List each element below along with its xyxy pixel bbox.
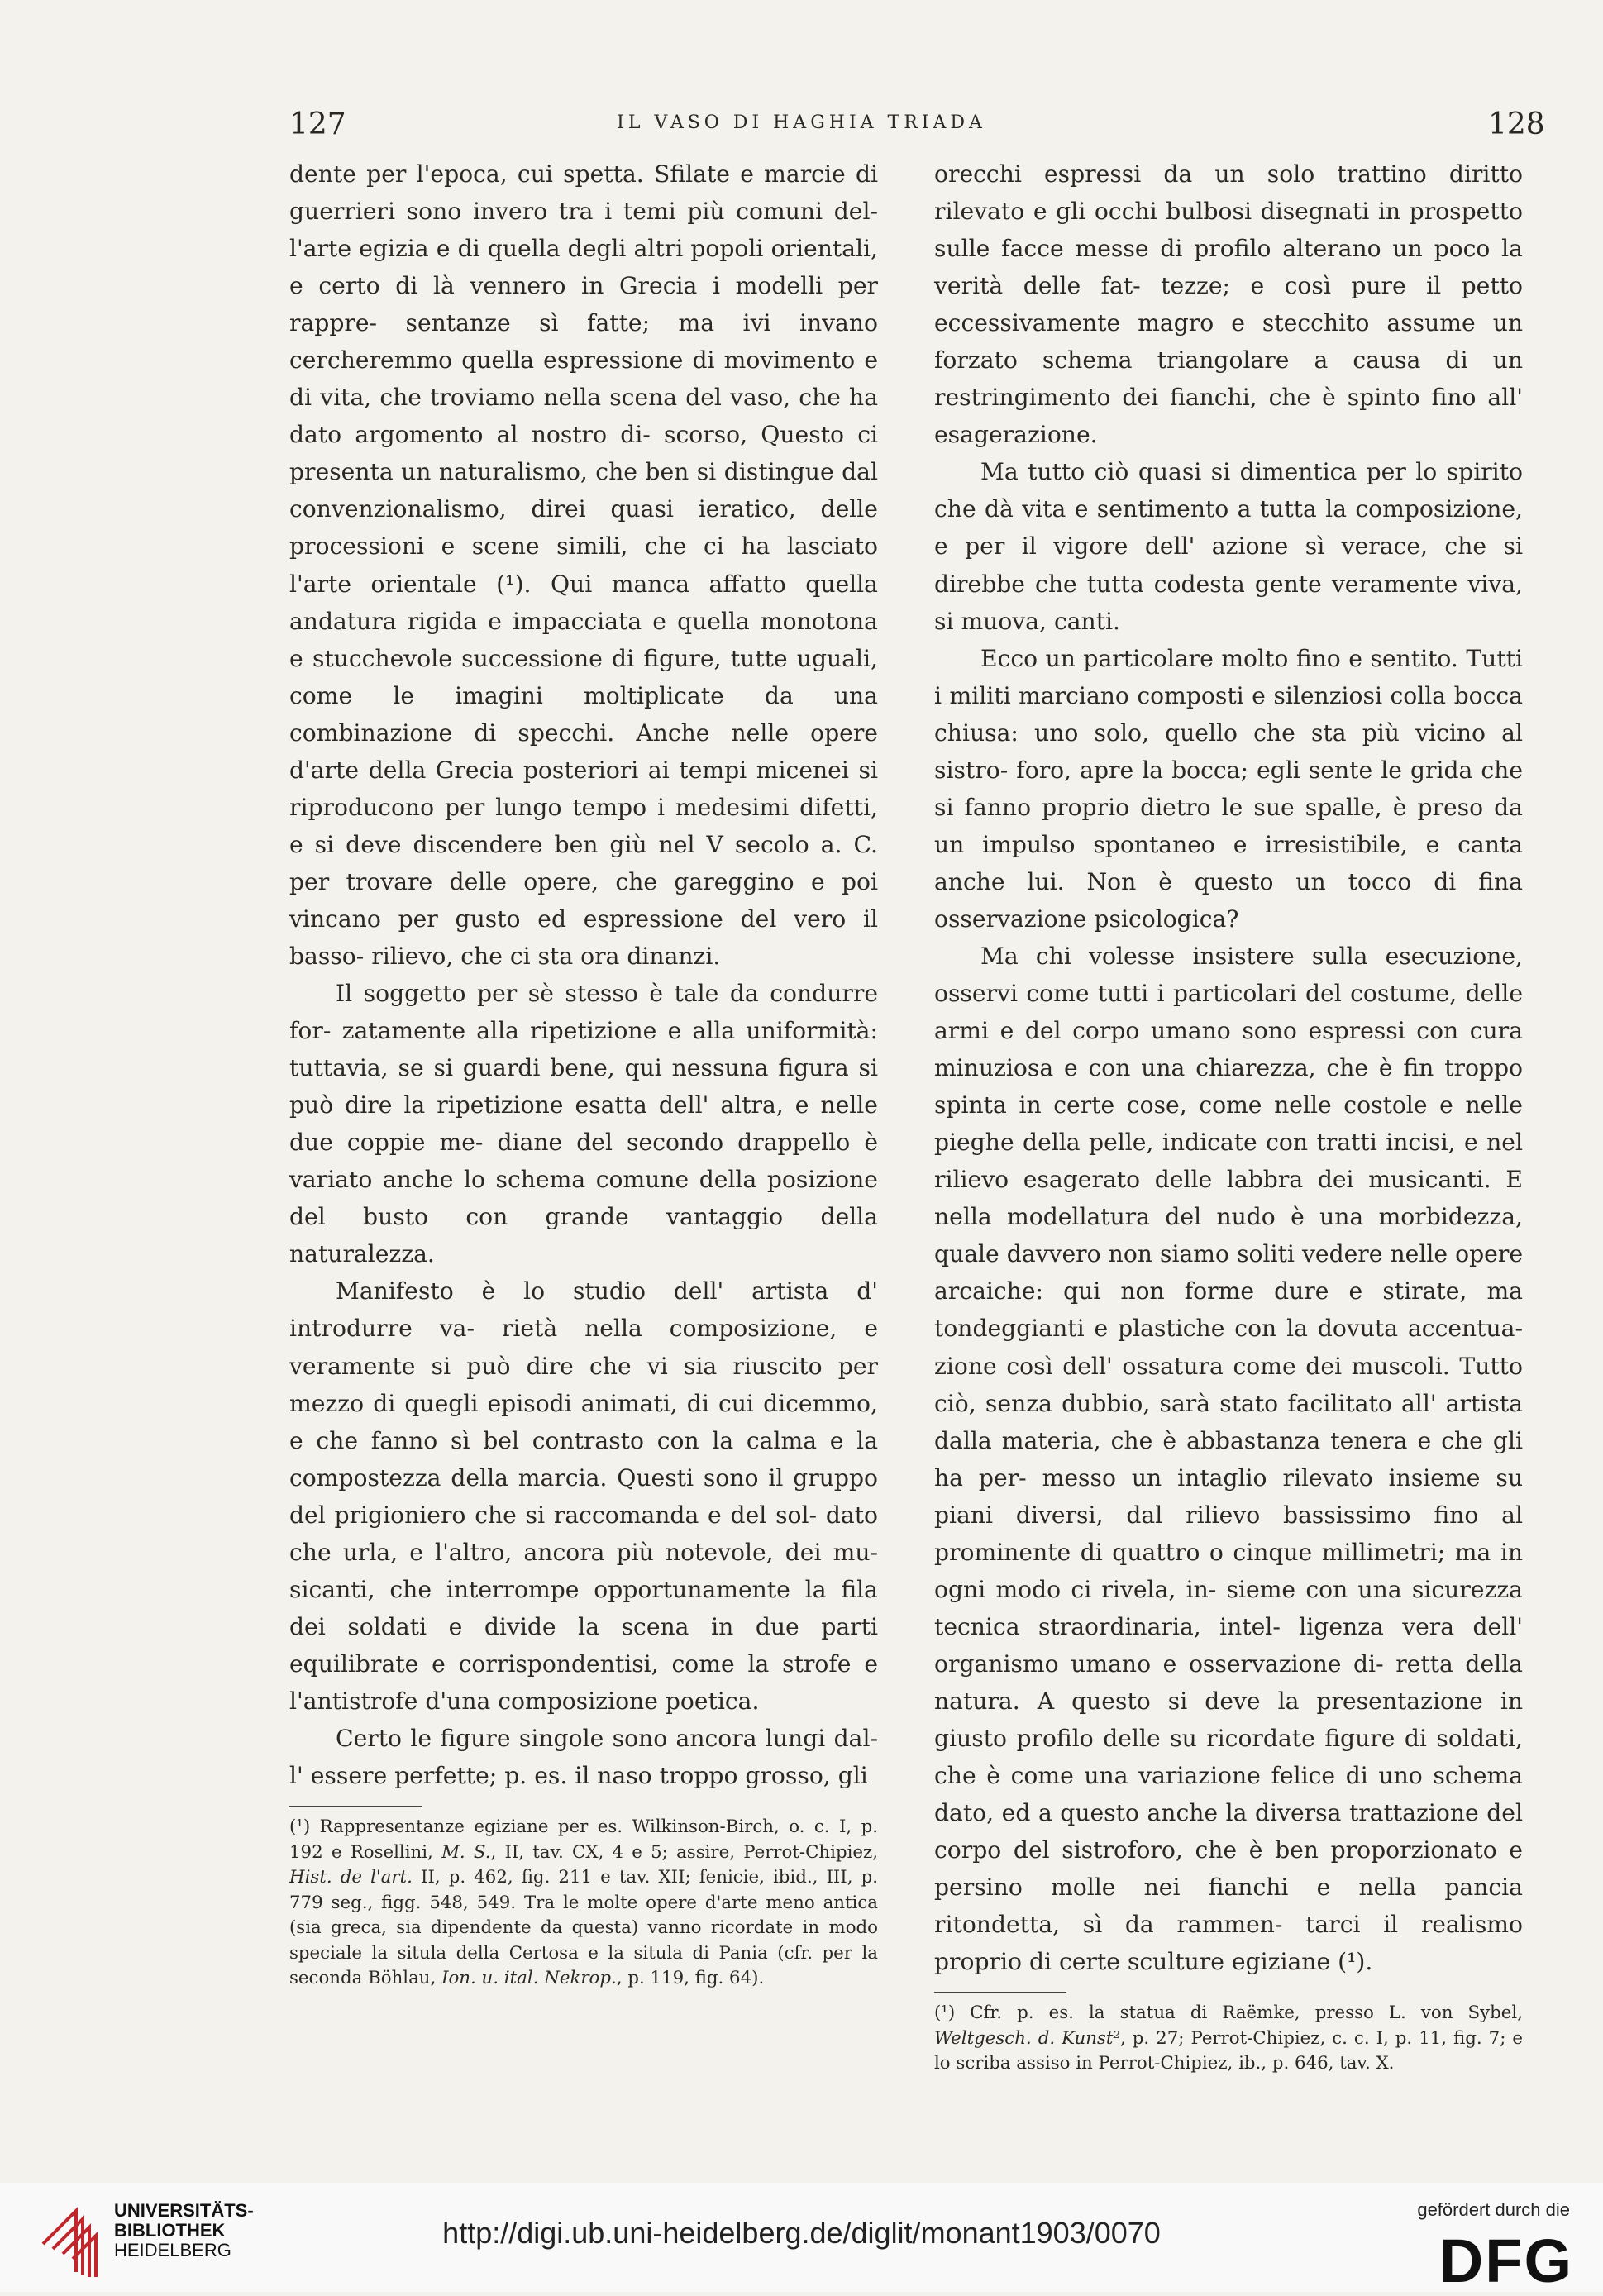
footnote: (¹) Cfr. p. es. la statua di Raëmke, presso L. von Sybel, Weltgesch. d. Kunst², p. 27; Perrot-Chipiez, c. c. I, p. 11, fig. 7; e lo scriba assiso in Perrot-Chipiez, ib., p. 646, tav. X. [934,2002,1523,2074]
paragraph: Il soggetto per sè stesso è tale da condurre for- zatamente alla ripetizione e alla uniformità: tuttavia, se si guardi bene, qui nessuna figura si può dire la ripetizione esatta dell' altra, e nelle due coppie me- diane del secondo drappello è variato anche lo schema comune della posizione del busto con grande vantaggio della naturalezza. [289,980,878,1268]
footnote: (¹) Rappresentanze egiziane per es. Wilkinson-Birch, o. c. I, p. 192 e Rosellini, M. S., II, tav. CX, 4 e 5; assire, Perrot-Chipiez, Hist. de l'art. II, p. 462, fig. 211 e tav. XII; fenicie, ibid., III, p. 779 seg., figg. 548, 549. Tra le molte opere d'arte meno antica (sia greca, sia dipendente da questa) vanno ricordate in modo speciale la situla della Certosa e la situla di Pania (cfr. per la seconda Böhlau, Ion. u. ital. Nekrop., p. 119, fig. 64). [289,1816,878,1989]
footer-bar [0,2183,1603,2295]
running-title: IL VASO DI HAGHIA TRIADA [617,112,986,133]
footnote-divider [934,1992,1066,1993]
paragraph: Ecco un particolare molto fino e sentito. Tutti i militi marciano composti e silenziosi colla bocca chiusa: uno solo, quello che sta più vicino al sistro- foro, apre la bocca; egli sente le grida che si fanno proprio dietro le sue spalle, è preso da un impulso spontaneo e irresistibile, e canta anche lui. Non è questo un tocco di fina osservazione psicologica? [934,644,1523,933]
paragraph: dente per l'epoca, cui spetta. Sfilate e marcie di guerrieri sono invero tra i temi più comuni del- l'arte egizia e di quella degli altri popoli orientali, e certo di là vennero in Grecia i modelli per rappre- sentanze sì fatte; ma ivi invano cercheremmo quella espressione di movimento e di vita, che troviamo nella scena del vaso, che ha dato argomento al nostro di- scorso, Questo ci presenta un naturalismo, che ben si distingue dal convenzionalismo, direi quasi ieratico, delle processioni e scene simili, che ci ha lasciato l'arte orientale (¹). Qui manca affatto quella andatura rigida e impacciata e quella monotona e stucchevole successione di figure, tutte uguali, come le imagini moltiplicate da una combinazione di specchi. Anche nelle opere d'arte della Grecia posteriori ai tempi micenei si riproducono per lungo tempo i medesimi difetti, e si deve discendere ben giù nel V secolo a. C. per trovare delle opere, che gareggino e poi vincano per gusto ed espressione del vero il basso- rilievo, che ci sta ora dinanzi. [289,160,878,970]
right-body-text [934,155,1523,1980]
paragraph: Manifesto è lo studio dell' artista d' introdurre va- rietà nella composizione, e veramente si può dire che vi sia riuscito per mezzo di quegli episodi animati, di cui dicemmo, e che fanno sì bel contrasto con la calma e la compostezza della marcia. Questi sono il gruppo del prigioniero che si raccomanda e del sol- dato che urla, e l'altro, ancora più notevole, dei mu- sicanti, che interrompe opportunamente la fila dei soldati e divide la scena in due parti equilibrate e corrispondentisi, come la strofe e l'antistrofe d'una composizione poetica. [289,1277,878,1715]
paragraph: Certo le figure singole sono ancora lungi dal- l' essere perfette; p. es. il naso troppo grosso, gli [289,1724,878,1790]
left-column [289,155,878,1992]
page-number-right: 128 [1488,107,1545,141]
running-header [0,99,1603,149]
paragraph: orecchi espressi da un solo trattino diritto rilevato e gli occhi bulbosi disegnati in prospetto sulle facce messe di profilo alterano un poco la verità delle fat- tezze; e così pure il petto eccessivamente magro e stecchito assume un forzato schema triangolare a causa di un restringimento dei fianchi, che è spinto fino all' esagerazione. [934,160,1523,449]
institution-name: UNIVERSITÄTS- BIBLIOTHEK HEIDELBERG [114,2200,254,2260]
right-column [934,155,1523,2077]
paragraph: Ma chi volesse insistere sulla esecuzione, osservi come tutti i particolari del costume, delle armi e del corpo umano sono espressi con cura minuziosa e con una chiarezza, che è fin troppo spinta in certe cose, come nelle costole e nelle pieghe della pelle, indicate con tratti incisi, e nel rilievo esagerato delle labbra dei musicanti. E nella modellatura del nudo è una morbidezza, quale davvero non siamo soliti vedere nelle opere arcaiche: qui non forme dure e stirate, ma tondeggianti e plastiche con la dovuta accentua- zione così dell' ossatura come dei muscoli. Tutto ciò, senza dubbio, sarà stato facilitato all' artista dalla materia, che è abbastanza tenera e che gli ha per- messo un intaglio rilevato insieme su piani diversi, dal rilievo bassissimo fino al prominente di quattro o cinque millimetri; ma in ogni modo ci rivela, in- sieme con una sicurezza tecnica straordinaria, intel- ligenza vera dell' organismo umano e osservazione di- retta della natura. A questo si deve la presentazione in giusto profilo delle su ricordate figure di soldati, che è come una variazione felice di uno schema dato, ed a questo anche la diversa trattazione del corpo del sistroforo, che è ben proporzionato e persino molle nei fianchi e nella pancia ritondetta, sì da rammen- tarci il realismo proprio di certe sculture egiziane (¹). [934,942,1523,1976]
left-body-text [289,155,878,1794]
funded-by-label: gefördert durch die [1417,2199,1570,2220]
permalink[interactable]: http://digi.ub.uni-heidelberg.de/diglit/monant1903/0070 [442,2216,1161,2250]
page-number-left: 127 [289,107,346,141]
footnote-divider [289,1806,422,1807]
paragraph: Ma tutto ciò quasi si dimentica per lo spirito che dà vita e sentimento a tutta la composizione, e per il vigore dell' azione sì verace, che si direbbe che tutta codesta gente veramente viva, si muova, canti. [934,458,1523,635]
dfg-logo: DFG [1438,2227,1573,2295]
